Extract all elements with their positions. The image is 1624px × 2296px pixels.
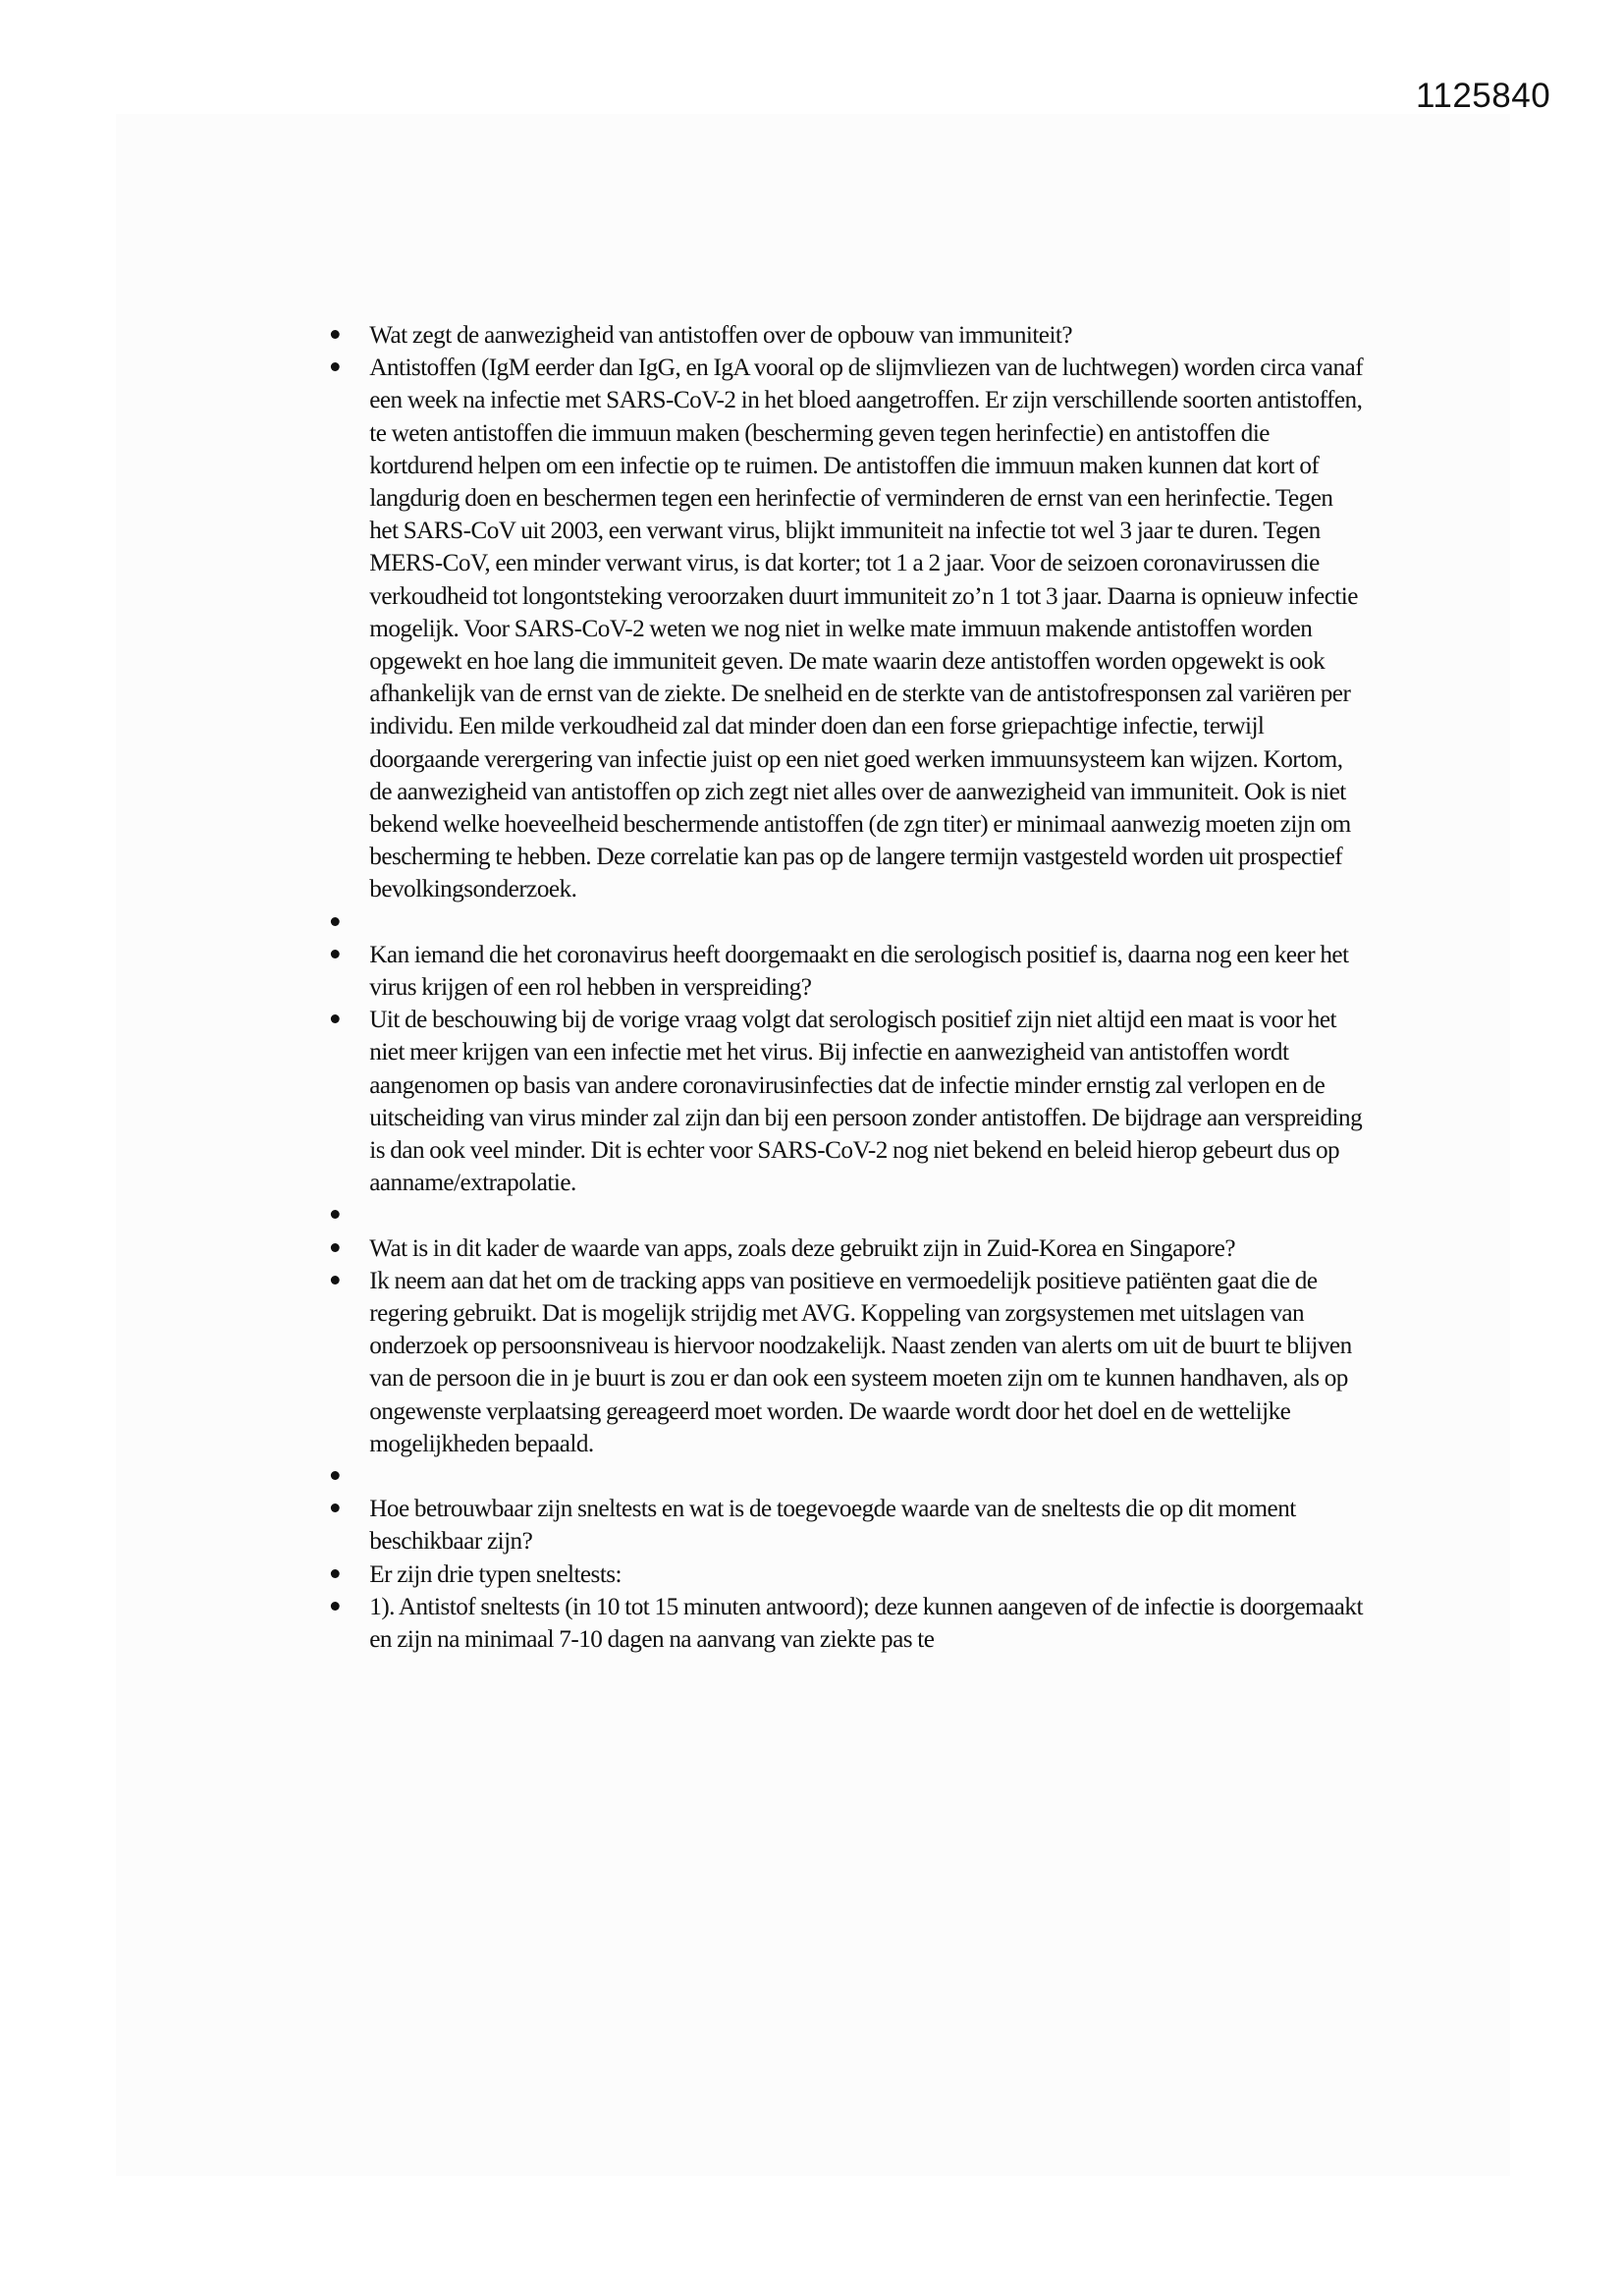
answer-apps: Ik neem aan dat het om de tracking apps van positieve en vermoedelijk positieve patiënten gaat die de regering gebruikt. Dat is mogelijk strijdig met AVG. Koppeling van zorgsystemen met uitslagen van onderzoek op persoonsniveau is hiervoor noodzakelijk. Naast zenden van alerts om uit de buurt te blijven van de persoon die in je buurt is zou er dan ook een systeem moeten zijn om te kunnen handhaven, als op ongewenste verplaatsing gereageerd moet worden. De waarde wordt door het doel en de wettelijke mogelijkheden bepaald.	[322, 1264, 1367, 1459]
bullet-icon	[331, 950, 340, 958]
question-apps: Wat is in dit kader de waarde van apps, zoals deze gebruikt zijn in Zuid-Korea en Singapore?	[322, 1231, 1367, 1264]
document-body	[322, 318, 1382, 1655]
bullet-icon	[331, 330, 340, 339]
empty-bullet	[322, 905, 1367, 938]
bullet-icon	[331, 1014, 340, 1023]
bullet-icon	[331, 1602, 340, 1611]
empty-bullet	[322, 1198, 1367, 1230]
answer-immunity: Antistoffen (IgM eerder dan IgG, en IgA vooral op de slijmvliezen van de luchtwegen) worden circa vanaf een week na infectie met SARS-CoV-2 in het bloed aangetroffen. Er zijn verschillende soorten antistoffen, te weten antistoffen die immuun maken (bescherming geven tegen herinfectie) en antistoffen die kortdurend helpen om een infectie op te ruimen. De antistoffen die immuun maken kunnen dat kort of langdurig doen en beschermen tegen een herinfectie of verminderen de ernst van een herinfectie. Tegen het SARS-CoV uit 2003, een verwant virus, blijkt immuniteit na infectie tot wel 3 jaar te duren. Tegen MERS-CoV, een minder verwant virus, is dat korter; tot 1 a 2 jaar. Voor de seizoen coronavirussen die verkoudheid tot longontsteking veroorzaken duurt immuniteit zo’n 1 tot 3 jaar. Daarna is opnieuw infectie mogelijk. Voor SARS-CoV-2 weten we nog niet in welke mate immuun makende antistoffen worden opgewekt en hoe lang die immuniteit geven. De mate waarin deze antistoffen worden opgewekt is ook afhankelijk van de ernst van de ziekte. De snelheid en de sterkte van de antistofresponsen zal variëren per individu. Een milde verkoudheid zal dat minder doen dan een forse griepachtige infectie, terwijl doorgaande verergering van infectie juist op een niet goed werken immuunsysteem kan wijzen. Kortom, de aanwezigheid van antistoffen op zich zegt niet alles over de aanwezigheid van immuniteit. Ook is niet bekend welke hoeveelheid beschermende antistoffen (de zgn titer) er minimaal aanwezig moeten zijn om bescherming te hebben. Deze correlatie kan pas op de langere termijn vastgesteld worden uit prospectief bevolkingsonderzoek.	[322, 351, 1367, 904]
bullet-icon	[331, 1471, 340, 1480]
empty-bullet	[322, 1459, 1367, 1492]
question-immunity: Wat zegt de aanwezigheid van antistoffen over de opbouw van immuniteit?	[322, 318, 1367, 351]
document-id-number: 1125840	[1416, 77, 1551, 115]
question-reinfection: Kan iemand die het coronavirus heeft doorgemaakt en die serologisch positief is, daarna nog een keer het virus krijgen of een rol hebben in verspreiding?	[322, 938, 1367, 1003]
question-rapid-tests: Hoe betrouwbaar zijn sneltests en wat is de toegevoegde waarde van de sneltests die op dit moment beschikbaar zijn?	[322, 1492, 1367, 1557]
bullet-icon	[331, 1569, 340, 1578]
bullet-icon	[331, 1276, 340, 1285]
bullet-icon	[331, 1243, 340, 1252]
bullet-icon	[331, 1503, 340, 1512]
bullet-icon	[331, 1210, 340, 1219]
bullet-icon	[331, 362, 340, 371]
answer-rapid-tests-type-1: 1). Antistof sneltests (in 10 tot 15 minuten antwoord); deze kunnen aangeven of de infectie is doorgemaakt en zijn na minimaal 7-10 dagen na aanvang van ziekte pas te	[322, 1590, 1367, 1655]
answer-reinfection: Uit de beschouwing bij de vorige vraag volgt dat serologisch positief zijn niet altijd een maat is voor het niet meer krijgen van een infectie met het virus. Bij infectie en aanwezigheid van antistoffen wordt aangenomen op basis van andere coronavirusinfecties dat de infectie minder ernstig zal verlopen en de uitscheiding van virus minder zal zijn dan bij een persoon zonder antistoffen. De bijdrage aan verspreiding is dan ook veel minder. Dit is echter voor SARS-CoV-2 nog niet bekend en beleid hierop gebeurt dus op aanname/extrapolatie.	[322, 1003, 1367, 1198]
answer-rapid-tests-intro: Er zijn drie typen sneltests:	[322, 1558, 1367, 1590]
bullet-icon	[331, 917, 340, 926]
bullet-list	[322, 318, 1382, 1655]
